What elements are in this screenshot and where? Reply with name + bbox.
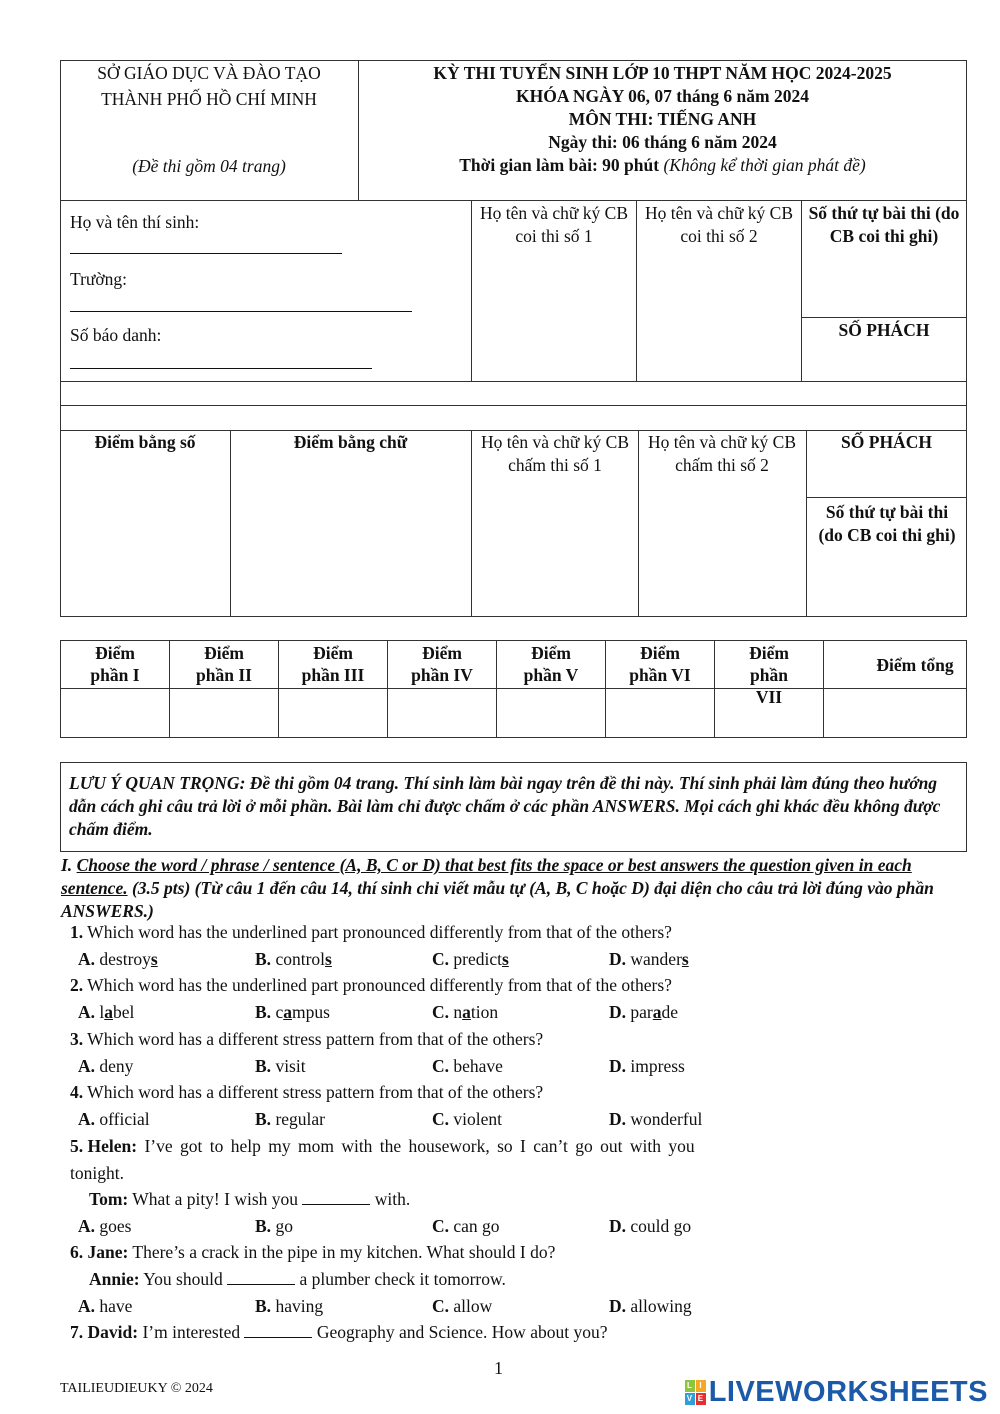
option-c[interactable] (432, 949, 509, 970)
proctor2-label: Họ tên và chữ ký CB coi thi số 2 (645, 203, 794, 246)
score-header: Điểm phần V (523, 643, 579, 685)
order-number-label: Số thứ tự bài thi (do CB coi thi ghi) (808, 203, 960, 246)
score-words-label: Điểm bằng chữ (293, 432, 408, 452)
option-letter: C. (432, 949, 450, 969)
question-text: Geography and Science. How about you? (312, 1322, 608, 1342)
option-letter: D. (609, 1002, 627, 1023)
option-letter: C. (432, 1002, 450, 1023)
option-text: behave (453, 1055, 503, 1076)
question-text: Which word has the underlined part pronounced differently from that of the others? (83, 975, 672, 996)
answer-blank (302, 1191, 370, 1205)
option-letter: C. (432, 1109, 450, 1130)
question-5 (70, 1136, 695, 1157)
option-text: could go (630, 1216, 692, 1236)
option-text: have (99, 1296, 133, 1316)
option-letter: D. (609, 1216, 627, 1236)
question-number: 4. (70, 1082, 84, 1103)
option-d[interactable] (609, 1296, 692, 1317)
option-text: predict (453, 949, 502, 969)
question-text: with. (370, 1189, 411, 1209)
question-text: Which word has a different stress pattern from that of the others? (83, 1028, 544, 1049)
option-a[interactable] (78, 949, 158, 970)
question-number: 5. (70, 1136, 84, 1156)
question-1 (70, 922, 672, 943)
question-2 (70, 975, 672, 996)
option-d[interactable] (609, 1216, 691, 1237)
exam-subject: MÔN THI: TIẾNG ANH (568, 109, 757, 129)
option-b[interactable] (255, 1056, 306, 1077)
score-header: Điểm phần III (301, 643, 365, 685)
question-number: 1. (70, 922, 84, 942)
option-text: impress (630, 1055, 685, 1076)
question-text: I’ve got to help my mom with the housework, so I can’t go out with you (137, 1136, 695, 1156)
option-d[interactable] (609, 1109, 702, 1130)
option-text: allow (453, 1296, 493, 1316)
score-cell[interactable] (496, 689, 605, 737)
option-letter: C. (432, 1216, 450, 1236)
option-text: allowing (630, 1296, 692, 1316)
question-text: You should (139, 1269, 228, 1289)
score-cell[interactable] (60, 689, 169, 737)
underlined-part: s (325, 949, 332, 969)
candidate-name-label: Họ và tên thí sinh: (70, 212, 200, 232)
option-d[interactable] (609, 1056, 685, 1077)
pages-note: (Đề thi gồm 04 trang) (132, 156, 286, 176)
option-text: goes (99, 1216, 132, 1236)
option-c[interactable] (432, 1109, 502, 1130)
option-b[interactable] (255, 1002, 330, 1023)
option-text: l (99, 1002, 105, 1023)
option-b[interactable] (255, 1216, 293, 1237)
underlined-part: a (283, 1002, 292, 1023)
candidate-id-label: Số báo danh: (70, 325, 162, 345)
question-number: 6. (70, 1242, 84, 1262)
question-7 (70, 1322, 607, 1343)
option-a[interactable] (78, 1056, 133, 1077)
school-field[interactable] (70, 311, 412, 312)
speaker: Annie: (89, 1269, 140, 1289)
option-letter: B. (255, 949, 272, 969)
option-letter: A. (78, 1216, 96, 1236)
option-b[interactable] (255, 1296, 323, 1317)
underlined-part: a (462, 1002, 471, 1023)
duration-note: (Không kể thời gian phát đề) (663, 155, 866, 175)
department (60, 62, 358, 111)
score-header: Điểm phần VII (749, 643, 789, 707)
option-b[interactable] (255, 949, 332, 970)
option-text: go (275, 1216, 293, 1236)
option-text: having (275, 1296, 324, 1316)
section1-note: (3.5 pts) (Từ câu 1 đến câu 14, thí sinh chỉ viết mẫu tự (A, B, C hoặc D) đại diện cho câu trả lời đúng vào phần ANSWERS.) (61, 878, 934, 921)
option-text: deny (99, 1055, 134, 1076)
speaker: Helen: (87, 1136, 138, 1156)
score-header: Điểm phần VI (629, 643, 691, 685)
important-notice: LƯU Ý QUAN TRỌNG: Đề thi gồm 04 trang. Thí sinh làm bài ngay trên đề thi này. Thí sinh phải làm đúng theo hướng dẫn cách ghi câu trả lời ở mỗi phần. Bài làm chỉ được chấm ở các phần ANSWERS. Mọi cách ghi khác đều không được chấm điểm. (69, 773, 941, 839)
answer-blank (244, 1324, 312, 1338)
exam-info (358, 62, 967, 177)
underlined-part: a (104, 1002, 114, 1023)
grader2-label: Họ tên và chữ ký CB chấm thi số 2 (647, 432, 796, 475)
question-3 (70, 1029, 543, 1050)
option-a[interactable] (78, 1002, 134, 1023)
logo-tiles-icon: L I V E (685, 1380, 706, 1405)
option-text: n (453, 1002, 463, 1023)
score-cell[interactable] (714, 689, 823, 737)
speaker: Jane: (87, 1242, 129, 1262)
score-header: Điểm phần IV (411, 643, 473, 685)
exam-duration: Thời gian làm bài: 90 phút (459, 155, 660, 175)
blank-row (60, 381, 967, 406)
score-cell[interactable] (169, 689, 278, 737)
option-text: wonderful (630, 1109, 703, 1130)
option-text: regular (275, 1109, 325, 1130)
option-letter: B. (255, 1055, 272, 1076)
underlined-part: s (150, 949, 158, 969)
option-letter: D. (609, 1296, 627, 1316)
option-text: visit (275, 1055, 306, 1076)
option-letter: C. (432, 1055, 450, 1076)
grader1-label: Họ tên và chữ ký CB chấm thi số 1 (480, 432, 629, 475)
option-letter: D. (609, 1055, 627, 1076)
option-a[interactable] (78, 1109, 150, 1130)
section-number: I. (61, 855, 77, 875)
blank-row (60, 405, 967, 431)
underlined-part: s (501, 949, 509, 969)
option-letter: D. (609, 1109, 627, 1130)
score-header: Điểm phần I (90, 643, 140, 685)
so-phach-label: SỐ PHÁCH (838, 320, 930, 340)
question-4 (70, 1082, 543, 1103)
option-text: control (275, 949, 326, 969)
question-text: There’s a crack in the pipe in my kitchen. What should I do? (128, 1242, 556, 1262)
option-letter: C. (432, 1296, 450, 1316)
option-c[interactable] (432, 1056, 503, 1077)
option-letter: B. (255, 1216, 272, 1236)
option-text: can go (453, 1216, 500, 1236)
question-text: Which word has the underlined part pronounced differently from that of the others? (83, 922, 672, 942)
option-b[interactable] (255, 1109, 325, 1130)
question-number: 7. (70, 1322, 84, 1342)
score-cell[interactable] (278, 689, 387, 737)
question-6-reply (89, 1269, 506, 1290)
option-letter: A. (78, 1002, 96, 1023)
option-letter: A. (78, 1296, 96, 1316)
answer-blank (227, 1271, 295, 1285)
option-letter: A. (78, 1055, 96, 1076)
question-5-reply (89, 1189, 410, 1210)
option-letter: B. (255, 1296, 272, 1316)
option-letter: B. (255, 1002, 272, 1023)
school-label: Trường: (70, 269, 128, 289)
question-text: Which word has a different stress pattern from that of the others? (83, 1082, 544, 1103)
candidate-name-field[interactable] (70, 253, 342, 254)
underlined-part: a (652, 1002, 662, 1023)
option-c[interactable] (432, 1216, 500, 1237)
logo-text: LIVEWORKSHEETS (708, 1376, 988, 1408)
exam-title: KỲ THI TUYỂN SINH LỚP 10 THPT NĂM HỌC 2024-2025 (433, 63, 892, 83)
question-6 (70, 1242, 555, 1263)
score-header: Điểm tổng (876, 655, 954, 675)
section1-heading (61, 854, 961, 923)
option-text: tion (470, 1002, 499, 1023)
so-phach-label-2: SỐ PHÁCH (841, 432, 932, 452)
score-cell[interactable] (605, 689, 714, 737)
candidate-id-field[interactable] (70, 368, 372, 369)
option-text: c (275, 1002, 284, 1023)
section1-instruction: Choose the word / phrase / sentence (A, B, C or D) that best fits the space or best answers the question given in each sentence. (61, 855, 912, 898)
speaker: Tom: (89, 1189, 129, 1209)
option-text: violent (453, 1109, 502, 1130)
option-c[interactable] (432, 1002, 498, 1023)
option-letter: A. (78, 1109, 96, 1130)
exam-session: KHÓA NGÀY 06, 07 tháng 6 năm 2024 (516, 86, 809, 106)
question-text: What a pity! I wish you (128, 1189, 303, 1209)
option-d[interactable] (609, 949, 689, 970)
dept-line1: SỞ GIÁO DỤC VÀ ĐÀO TẠO (97, 63, 321, 83)
score-number-label: Điểm bằng số (94, 432, 196, 452)
order-number-label-2: Số thứ tự bài thi (do CB coi thi ghi) (818, 502, 956, 545)
option-text: bel (113, 1002, 135, 1023)
option-letter: D. (609, 949, 627, 969)
option-letter: A. (78, 949, 96, 969)
question-text-cont: tonight. (70, 1163, 124, 1183)
dept-line2: THÀNH PHỐ HỒ CHÍ MINH (101, 89, 317, 109)
question-number: 2. (70, 975, 84, 996)
option-text: par (630, 1002, 653, 1023)
underlined-part: s (681, 949, 689, 969)
page-number: 1 (494, 1358, 503, 1378)
copyright: TAILIEUDIEUKY © 2024 (60, 1381, 213, 1396)
question-text: a plumber check it tomorrow. (295, 1269, 506, 1289)
option-text: de (661, 1002, 679, 1023)
question-text: I’m interested (138, 1322, 245, 1342)
option-text: official (99, 1109, 150, 1130)
option-text: wander (630, 949, 682, 969)
option-d[interactable] (609, 1002, 678, 1023)
score-cell[interactable] (387, 689, 496, 737)
liveworksheets-logo (685, 1376, 988, 1409)
exam-date: Ngày thi: 06 tháng 6 năm 2024 (548, 132, 777, 152)
option-a[interactable] (78, 1296, 132, 1317)
question-number: 3. (70, 1028, 84, 1049)
option-text: destroy (99, 949, 151, 969)
speaker: David: (87, 1322, 139, 1342)
score-header: Điểm phần II (196, 643, 252, 685)
score-cell[interactable] (823, 689, 932, 737)
option-a[interactable] (78, 1216, 131, 1237)
proctor1-label: Họ tên và chữ ký CB coi thi số 1 (480, 203, 629, 246)
option-text: mpus (291, 1002, 330, 1023)
option-c[interactable] (432, 1296, 492, 1317)
option-letter: B. (255, 1109, 272, 1130)
